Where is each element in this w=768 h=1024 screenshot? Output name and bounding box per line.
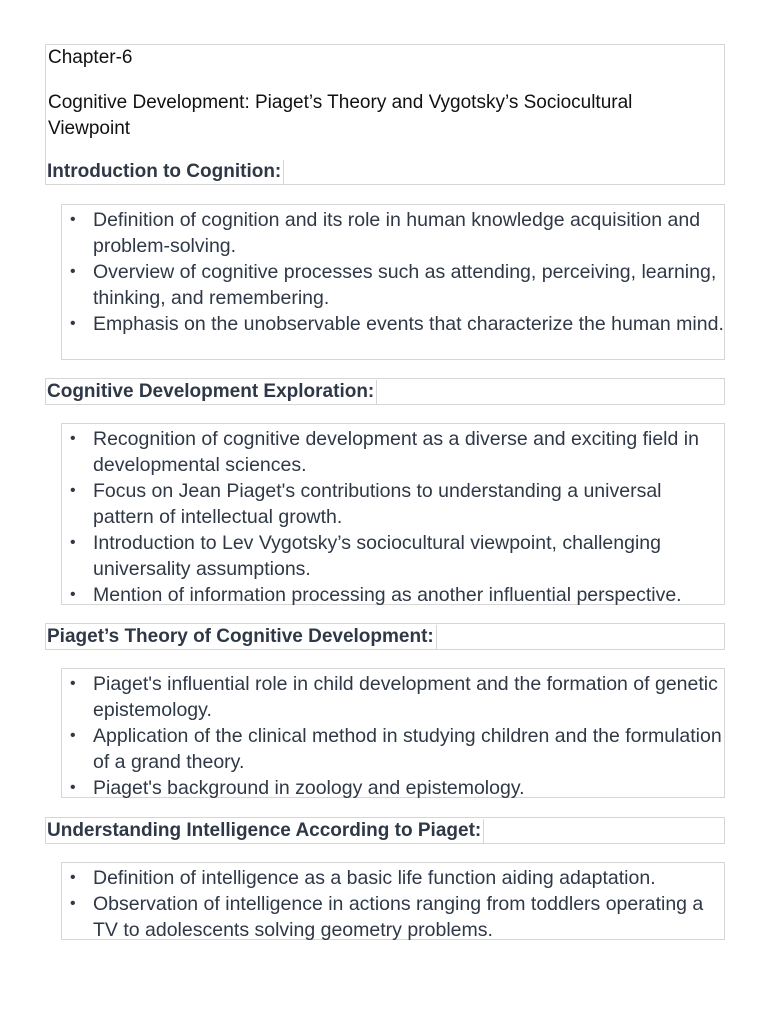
- list-item: • Overview of cognitive processes such as attending, perceiving, learning, thinking, and remembering.: [62, 259, 724, 311]
- section-heading-intelligence: Understanding Intelligence According to Piaget:: [45, 819, 484, 843]
- list-item: • Focus on Jean Piaget's contributions to understanding a universal pattern of intellectual growth.: [62, 478, 724, 530]
- section-heading-exploration: Cognitive Development Exploration:: [45, 380, 377, 404]
- list-item: • Piaget's influential role in child development and the formation of genetic epistemology.: [62, 671, 724, 723]
- section-list-introduction: [61, 204, 725, 360]
- list-item: • Recognition of cognitive development as a diverse and exciting field in developmental sciences.: [62, 426, 724, 478]
- chapter-label: Chapter-6: [48, 47, 133, 68]
- list-item: • Observation of intelligence in actions ranging from toddlers operating a TV to adolescents solving geometry problems.: [62, 891, 724, 943]
- list-item: • Introduction to Lev Vygotsky’s sociocultural viewpoint, challenging universality assumptions.: [62, 530, 724, 582]
- list-item: • Application of the clinical method in studying children and the formulation of a grand theory.: [62, 723, 724, 775]
- list-item: • Emphasis on the unobservable events that characterize the human mind.: [62, 311, 724, 337]
- section-list-intelligence: [61, 862, 725, 940]
- section-heading-introduction: Introduction to Cognition:: [45, 160, 284, 184]
- list-item: • Mention of information processing as another influential perspective.: [62, 582, 724, 608]
- list-item: • Piaget's background in zoology and epistemology.: [62, 775, 724, 801]
- section-list-exploration: [61, 423, 725, 605]
- section-heading-piaget-theory: Piaget’s Theory of Cognitive Development:: [45, 625, 437, 649]
- section-list-piaget-theory: [61, 668, 725, 798]
- list-item: • Definition of intelligence as a basic life function aiding adaptation.: [62, 865, 724, 891]
- page-title: Cognitive Development: Piaget’s Theory and Vygotsky’s Sociocultural Viewpoint: [48, 92, 633, 139]
- list-item: • Definition of cognition and its role in human knowledge acquisition and problem-solving.: [62, 207, 724, 259]
